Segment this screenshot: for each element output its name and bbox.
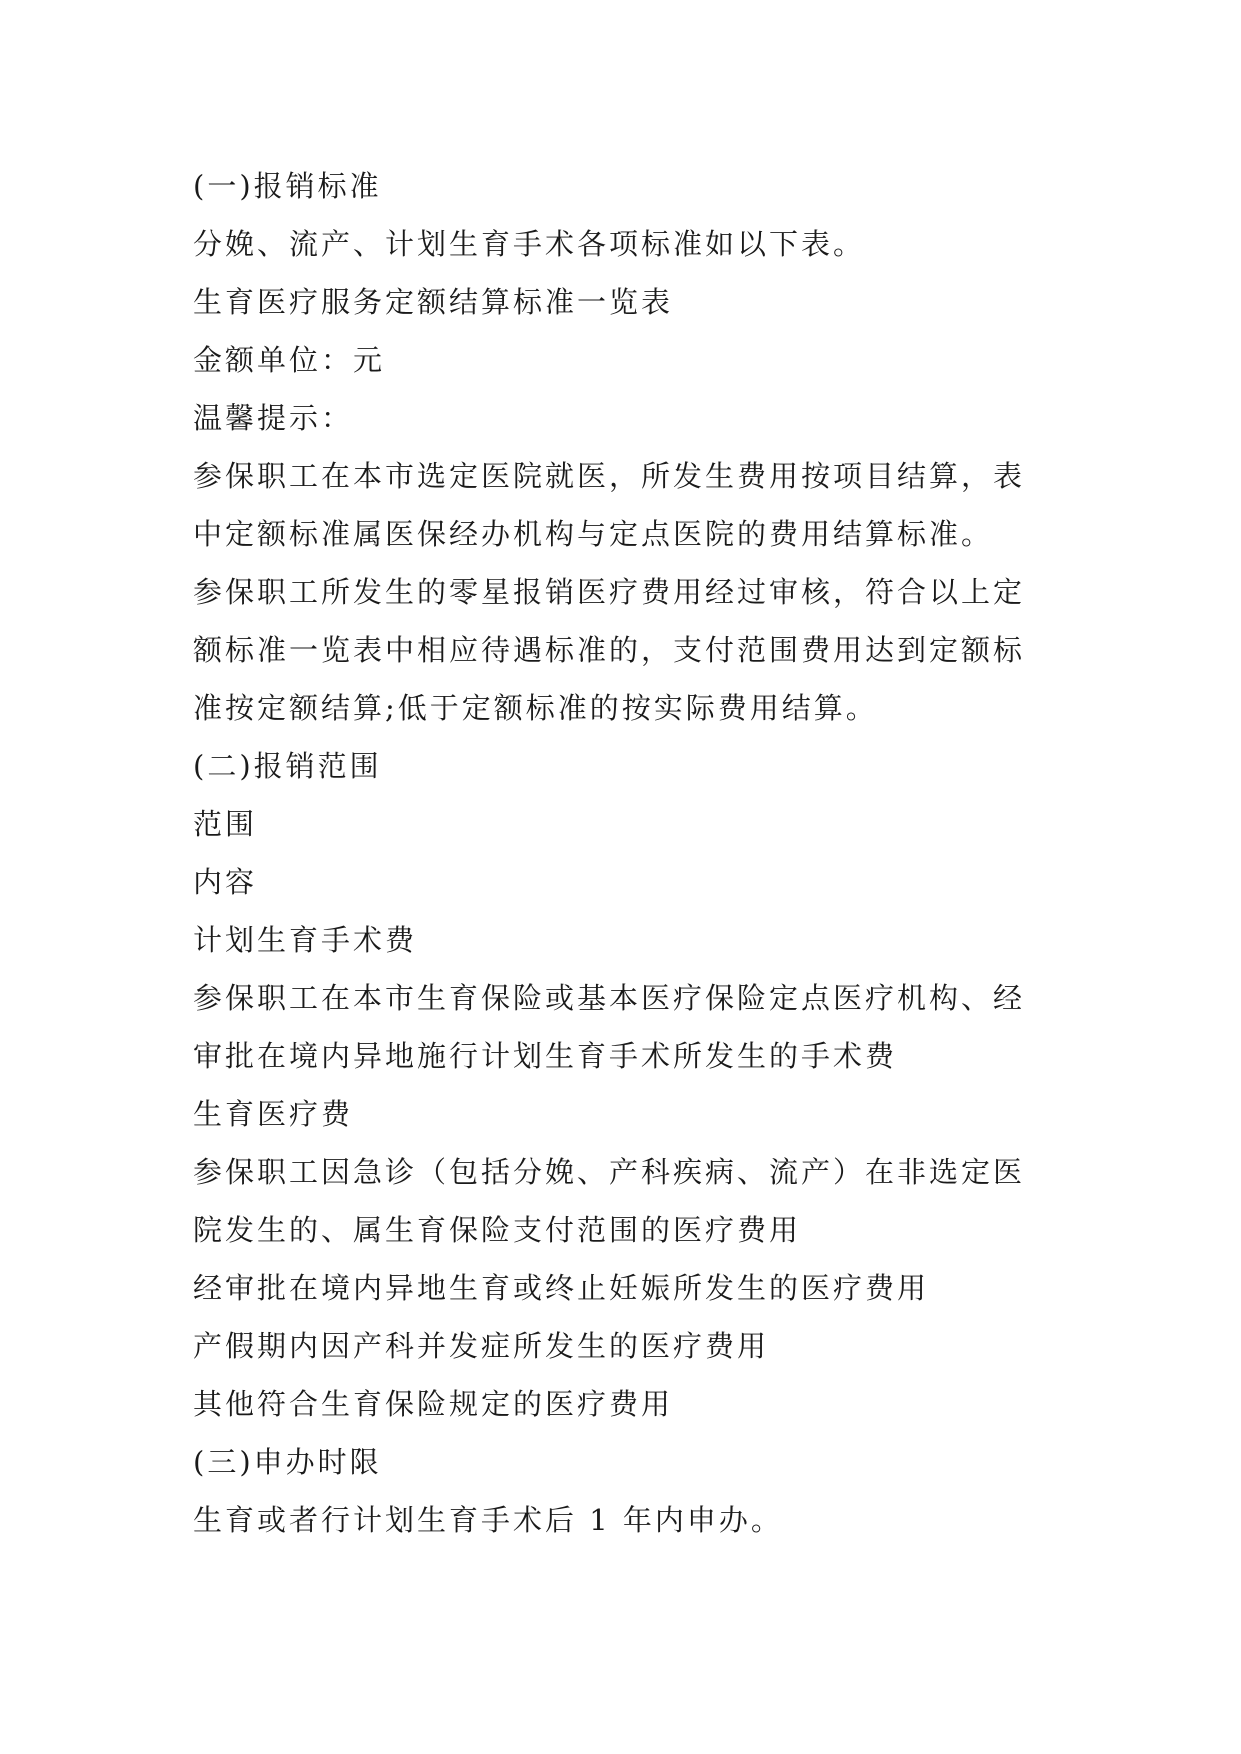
column-label-content: 内容: [193, 865, 258, 899]
paragraph-text: 产假期内因产科并发症所发生的医疗费用: [193, 1329, 770, 1363]
paragraph-text: 参保职工在本市生育保险或基本医疗保险定点医疗机构、经: [193, 981, 1026, 1015]
paragraph-text: 参保职工所发生的零星报销医疗费用经过审核，符合以上定: [193, 575, 1026, 609]
amount-unit-text: 金额单位：元: [193, 343, 386, 377]
table-title: 生育医疗服务定额结算标准一览表: [193, 285, 674, 319]
paragraph-text: 参保职工在本市选定医院就医，所发生费用按项目结算，表: [193, 459, 1026, 493]
section-heading-3: (三)申办时限: [193, 1445, 382, 1479]
paragraph-text: 准按定额结算;低于定额标准的按实际费用结算。: [193, 691, 878, 725]
scope-item-title: 生育医疗费: [193, 1097, 354, 1131]
paragraph-text: 中定额标准属医保经办机构与定点医院的费用结算标准。: [193, 517, 994, 551]
document-body: [193, 157, 1053, 1549]
tips-heading: 温馨提示：: [193, 401, 354, 435]
paragraph-text: 院发生的、属生育保险支付范围的医疗费用: [193, 1213, 802, 1247]
paragraph-text: 参保职工因急诊（包括分娩、产科疾病、流产）在非选定医: [193, 1155, 1026, 1189]
paragraph-text: 分娩、流产、计划生育手术各项标准如以下表。: [193, 227, 866, 261]
scope-item-title: 计划生育手术费: [193, 923, 418, 957]
paragraph-text: 额标准一览表中相应待遇标准的，支付范围费用达到定额标: [193, 633, 1026, 667]
section-heading-1: (一)报销标准: [193, 169, 382, 203]
column-label-scope: 范围: [193, 807, 258, 841]
paragraph-text: 经审批在境内异地生育或终止妊娠所发生的医疗费用: [193, 1271, 930, 1305]
paragraph-text: 审批在境内异地施行计划生育手术所发生的手术费: [193, 1039, 898, 1073]
section-heading-2: (二)报销范围: [193, 749, 382, 783]
paragraph-text: 其他符合生育保险规定的医疗费用: [193, 1387, 674, 1421]
paragraph-text: 生育或者行计划生育手术后 1 年内申办。: [193, 1503, 783, 1537]
